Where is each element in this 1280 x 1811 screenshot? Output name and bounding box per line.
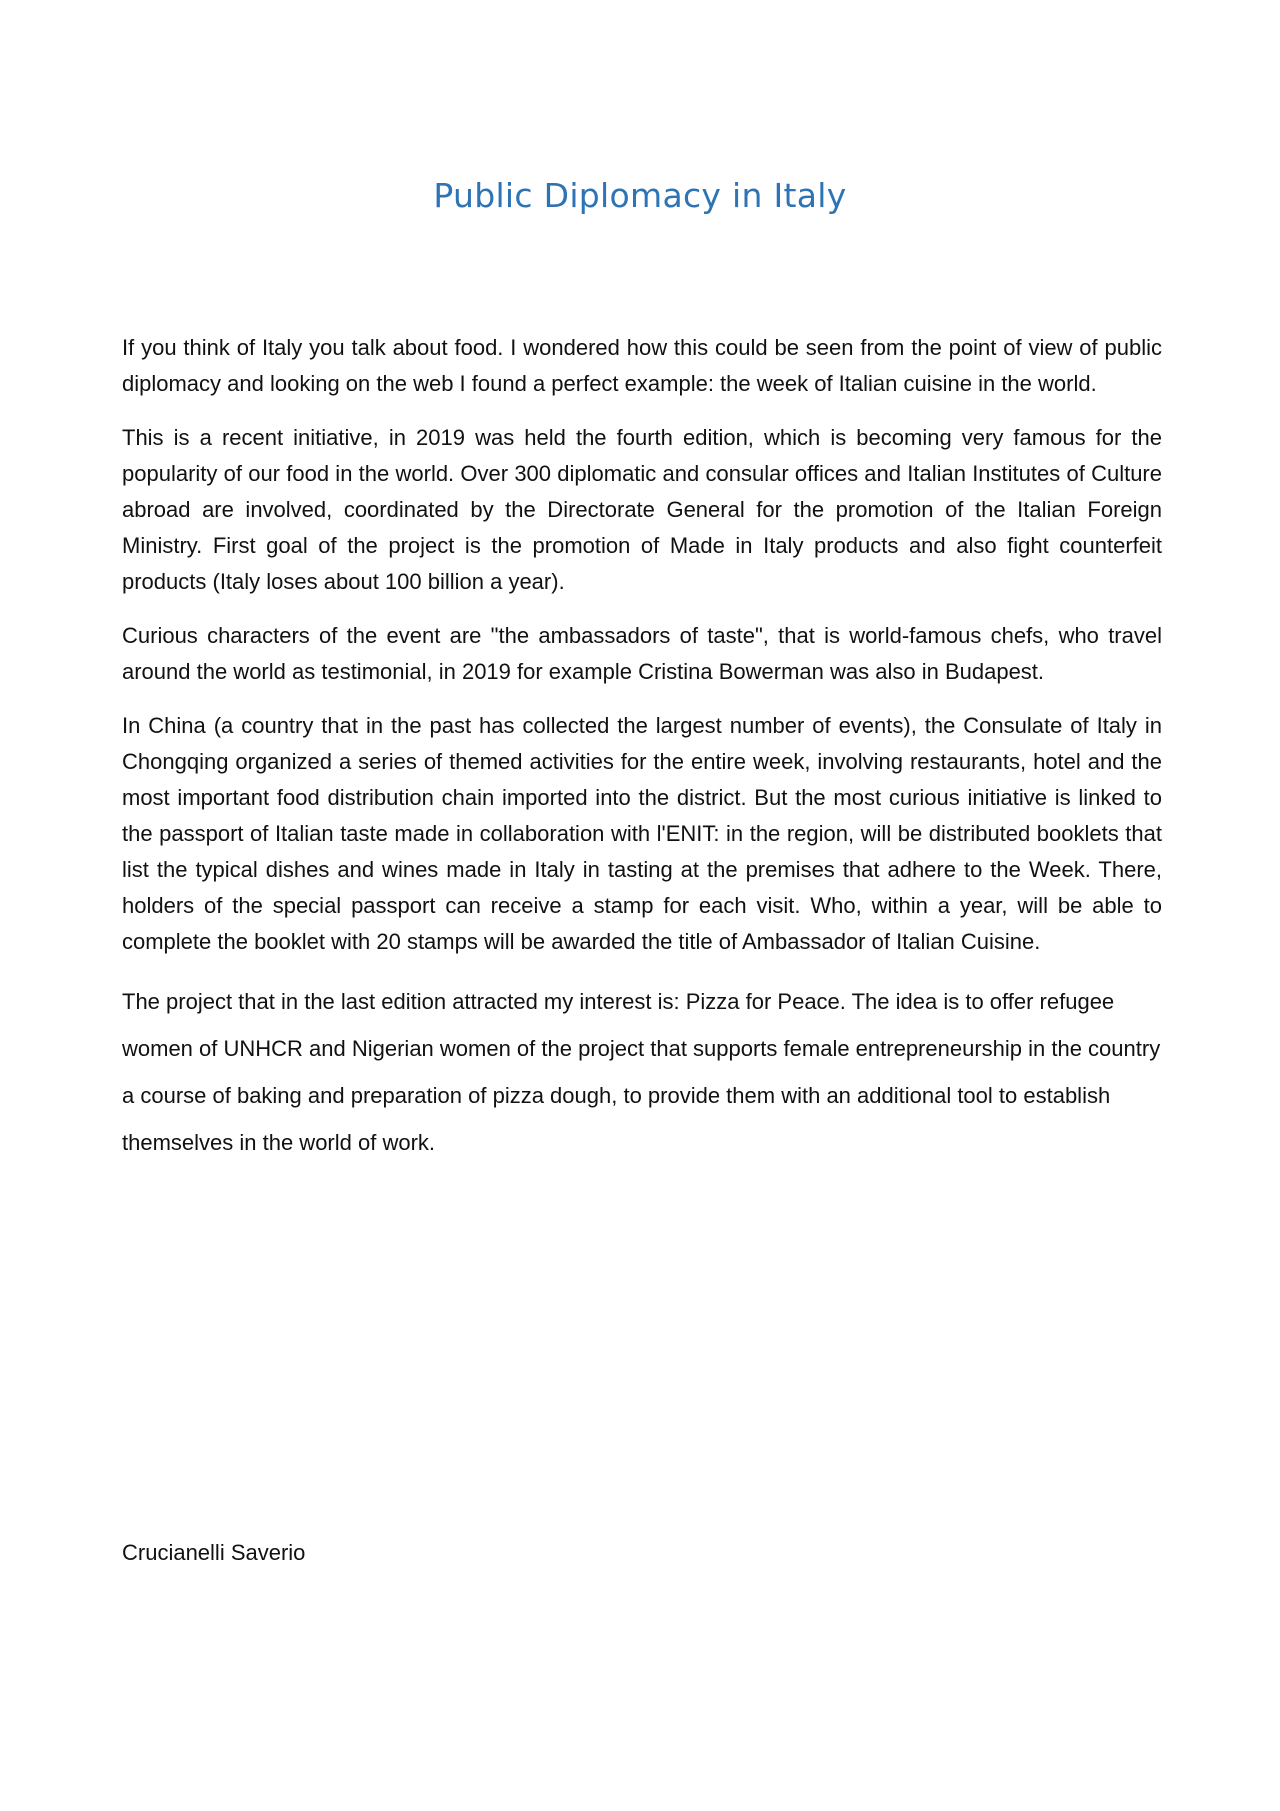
document-title: Public Diplomacy in Italy [433, 176, 847, 215]
paragraph-ambassadors: Curious characters of the event are "the ambassadors of taste", that is world-famous chefs, who travel around the world as testimonial, in 2019 for example Cristina Bowerman was also in Budapest. [122, 623, 1162, 684]
paragraph-intro: If you think of Italy you talk about food. I wondered how this could be seen from the point of view of public diplomacy and looking on the web I found a perfect example: the week of Italian cuisine in the world. [122, 335, 1162, 396]
author-signature: Crucianelli Saverio [122, 1540, 306, 1565]
paragraph-china: In China (a country that in the past has collected the largest number of events), the Consulate of Italy in Chongqing organized a series of themed activities for the entire week, involving restaurants, hotel and the most important food distribution chain imported into the district. But the most curious initiative is linked to the passport of Italian taste made in collaboration with l'ENIT: in the region, will be distributed booklets that list the typical dishes and wines made in Italy in tasting at the premises that adhere to the Week. There, holders of the special passport can receive a stamp for each visit. Who, within a year, will be able to complete the booklet with 20 stamps will be awarded the title of Ambassador of Italian Cuisine. [122, 713, 1162, 954]
document-body [122, 330, 1162, 1184]
paragraph-initiative: This is a recent initiative, in 2019 was held the fourth edition, which is becoming very famous for the popularity of our food in the world. Over 300 diplomatic and consular offices and Italian Institutes of Culture abroad are involved, coordinated by the Directorate General for the promotion of the Italian Foreign Ministry. First goal of the project is the promotion of Made in Italy products and also fight counterfeit products (Italy loses about 100 billion a year). [122, 425, 1162, 594]
paragraph-pizza-for-peace: The project that in the last edition attracted my interest is: Pizza for Peace. The idea is to offer refugee women of UNHCR and Nigerian women of the project that supports female entrepreneurship in the country a course of baking and preparation of pizza dough, to provide them with an additional tool to establish themselves in the world of work. [122, 989, 1161, 1155]
